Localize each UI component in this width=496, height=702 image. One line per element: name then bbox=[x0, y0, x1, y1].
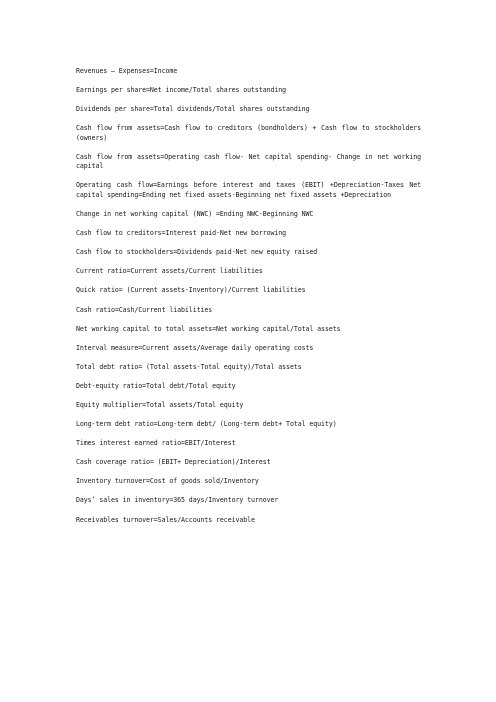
formula-current-ratio: Current ratio=Current assets/Current liabilities bbox=[76, 267, 263, 276]
formula-interval-measure: Interval measure=Current assets/Average daily operating costs bbox=[76, 343, 314, 352]
formula-list bbox=[76, 67, 421, 535]
formula-debt-equity-ratio: Debt-equity ratio=Total debt/Total equity bbox=[76, 381, 236, 390]
formula-days-sales-in-inventory: Days’ sales in inventory=365 days/Inventory turnover bbox=[76, 496, 279, 505]
formula-income: Revenues – Expenses=Income bbox=[76, 67, 178, 75]
formula-cash-flow-to-creditors: Cash flow to creditors=Interest paid-Net new borrowing bbox=[76, 229, 287, 238]
formula-quick-ratio: Quick ratio= (Current assets-Inventory)/Current liabilities bbox=[76, 286, 306, 295]
formula-nwc-to-total-assets: Net working capital to total assets=Net working capital/Total assets bbox=[76, 324, 341, 333]
formula-cash-flow-to-stockholders: Cash flow to stockholders=Dividends paid-Net new equity raised bbox=[76, 248, 318, 257]
formula-operating-cash-flow: Operating cash flow=Earnings before interest and taxes (EBIT) +Depreciation-Taxes Net capital spending=Ending net fixed assets-Beginning net fixed assets +Depreciation bbox=[76, 181, 421, 199]
formula-cash-flow-from-assets: Cash flow from assets=Operating cash flow- Net capital spending- Change in net working capital bbox=[76, 152, 421, 171]
formula-cash-ratio: Cash ratio=Cash/Current liabilities bbox=[76, 305, 213, 314]
formula-cash-coverage-ratio: Cash coverage ratio= (EBIT+ Depreciation)/Interest bbox=[76, 458, 271, 467]
formula-earnings-per-share: Earnings per share=Net income/Total shares outstanding bbox=[76, 86, 287, 95]
formula-inventory-turnover: Inventory turnover=Cost of goods sold/Inventory bbox=[76, 477, 259, 486]
formula-receivables-turnover: Receivables turnover=Sales/Accounts receivable bbox=[76, 515, 255, 524]
formula-equity-multiplier: Equity multiplier=Total assets/Total equity bbox=[76, 401, 244, 409]
formula-cash-flow-from-assets-identity: Cash flow from assets=Cash flow to creditors (bondholders) + Cash flow to stockholders (owners) bbox=[76, 124, 421, 142]
formula-times-interest-earned: Times interest earned ratio=EBIT/Interest bbox=[76, 439, 236, 448]
formula-change-in-nwc: Change in net working capital (NWC) =Ending NWC-Beginning NWC bbox=[76, 210, 314, 219]
formula-long-term-debt-ratio: Long-term debt ratio=Long-term debt/ (Long-term debt+ Total equity) bbox=[76, 420, 337, 429]
formula-dividends-per-share: Dividends per share=Total dividends/Total shares outstanding bbox=[76, 105, 310, 114]
formula-total-debt-ratio: Total debt ratio= (Total assets-Total equity)/Total assets bbox=[76, 362, 302, 371]
